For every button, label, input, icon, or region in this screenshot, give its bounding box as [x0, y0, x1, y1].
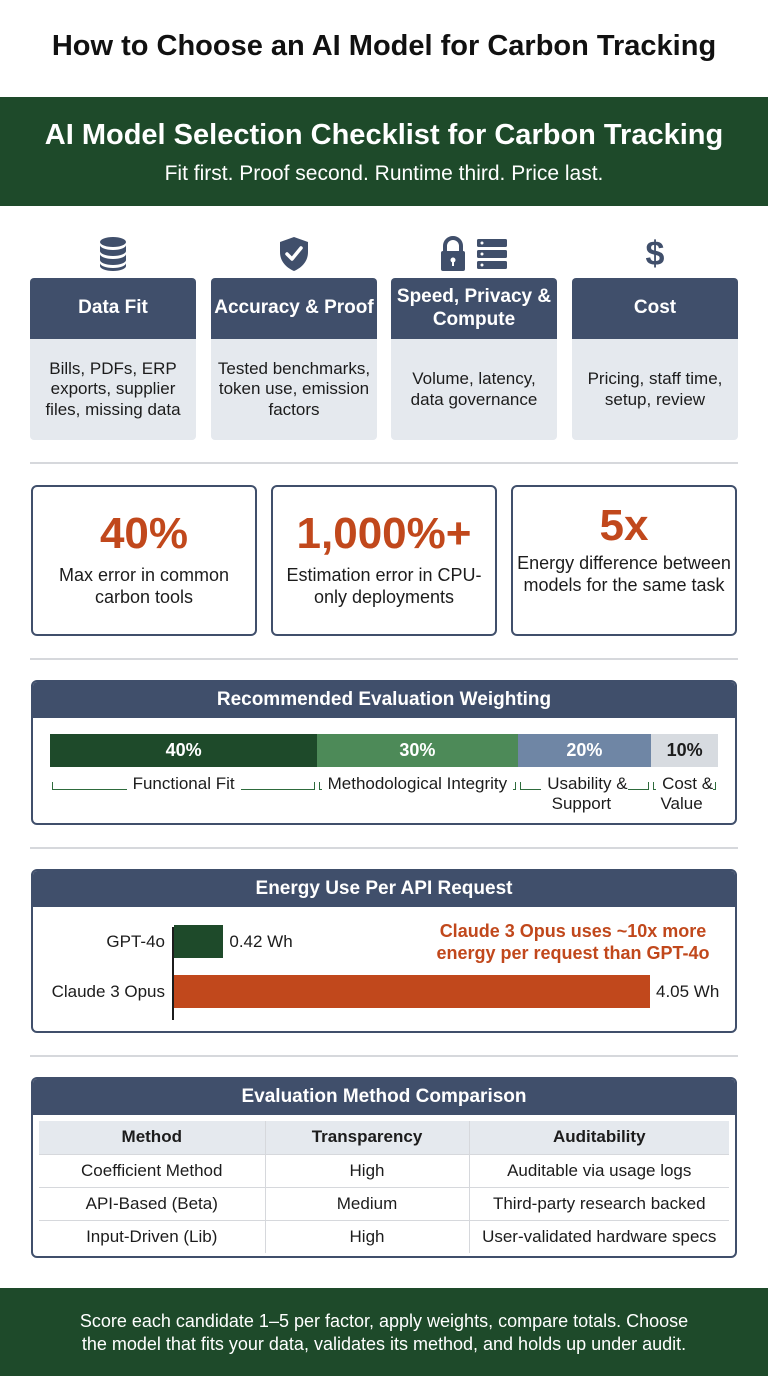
section-divider: [30, 847, 738, 849]
stat-card-energy-difference: [511, 485, 737, 636]
checklist-banner: [0, 97, 768, 206]
table-cell: API-Based (Beta): [39, 1187, 265, 1220]
footer-line: Score each candidate 1–5 per factor, apply weights, compare totals. Choose: [79, 1311, 689, 1331]
factor-description: Bills, PDFs, ERP exports, supplier files, missing data: [30, 339, 196, 440]
weighting-title: Recommended Evaluation Weighting: [33, 682, 735, 718]
comparison-title: Evaluation Method Comparison: [33, 1079, 735, 1115]
table-cell: Coefficient Method: [39, 1154, 265, 1187]
stat-value: 1,000%+: [296, 509, 472, 558]
table-cell: Input-Driven (Lib): [39, 1220, 265, 1253]
factor-description: Pricing, staff time, setup, review: [572, 339, 738, 440]
table-cell: High: [265, 1220, 469, 1253]
energy-bar: [174, 925, 223, 958]
footer-line: the model that fits your data, validates its method, and holds up under audit.: [81, 1334, 687, 1355]
factor-title: Cost: [572, 278, 738, 339]
stat-value: 5x: [599, 501, 649, 550]
table-row: [39, 1154, 729, 1187]
energy-value-label: 0.42 Wh: [229, 932, 293, 951]
footer-summary: [0, 1288, 768, 1376]
lock-server-icon: [391, 230, 557, 278]
stat-description: Max error in common carbon tools: [58, 565, 230, 607]
page-title: How to Choose an AI Model for Carbon Tracking: [51, 30, 717, 62]
table-row: [39, 1187, 729, 1220]
column-header-auditability: Auditability: [469, 1121, 729, 1154]
comparison-table: [39, 1121, 729, 1253]
energy-callout: Claude 3 Opus uses ~10x more energy per request than GPT-4o: [436, 921, 710, 963]
weight-label: Functional Fit: [50, 774, 317, 794]
energy-title: Energy Use Per API Request: [33, 871, 735, 907]
stat-value: 40%: [99, 509, 189, 558]
table-cell: Medium: [265, 1187, 469, 1220]
factor-title: Speed, Privacy & Compute: [391, 278, 557, 339]
stat-description: Energy difference between models for the same task: [517, 553, 731, 595]
factor-card-speed-privacy: [391, 230, 557, 440]
weight-label: Usability & Support: [518, 774, 652, 815]
energy-panel: [31, 869, 737, 1033]
table-cell: User-validated hardware specs: [469, 1220, 729, 1253]
weight-segment: 10%: [651, 734, 718, 767]
weight-label: Cost & Value: [651, 774, 718, 815]
column-header-method: Method: [39, 1121, 265, 1154]
factor-title: Data Fit: [30, 278, 196, 339]
energy-bar: [174, 975, 650, 1008]
stat-card-cpu-error: [271, 485, 497, 636]
section-divider: [30, 1055, 738, 1057]
stat-card-max-error: [31, 485, 257, 636]
weight-segment: 30%: [317, 734, 517, 767]
energy-value-label: 4.05 Wh: [656, 982, 720, 1001]
column-header-transparency: Transparency: [265, 1121, 469, 1154]
weight-label: Methodological Integrity: [317, 774, 517, 794]
weight-segment: 40%: [50, 734, 317, 767]
table-cell: High: [265, 1154, 469, 1187]
factor-card-data-fit: [30, 230, 196, 440]
factor-description: Volume, latency, data governance: [391, 339, 557, 440]
banner-subtitle: Fit first. Proof second. Runtime third. Price last.: [164, 162, 604, 185]
database-icon: [30, 230, 196, 278]
table-cell: Third-party research backed: [469, 1187, 729, 1220]
energy-model-label: Claude 3 Opus: [51, 982, 165, 1001]
factor-card-cost: [572, 230, 738, 440]
factor-description: Tested benchmarks, token use, emission factors: [211, 339, 377, 440]
table-row: [39, 1220, 729, 1253]
factor-card-accuracy: [211, 230, 377, 440]
table-header-row: [39, 1121, 729, 1154]
weighting-panel: [31, 680, 737, 825]
section-divider: [30, 462, 738, 464]
stat-description: Estimation error in CPU-only deployments: [286, 565, 482, 607]
energy-model-label: GPT-4o: [106, 932, 165, 951]
factor-title: Accuracy & Proof: [211, 278, 377, 339]
section-divider: [30, 658, 738, 660]
banner-title: AI Model Selection Checklist for Carbon Tracking: [44, 119, 724, 151]
dollar-icon: $: [645, 234, 665, 273]
shield-check-icon: [211, 230, 377, 278]
table-cell: Auditable via usage logs: [469, 1154, 729, 1187]
weight-segment: 20%: [518, 734, 652, 767]
comparison-panel: [31, 1077, 737, 1258]
